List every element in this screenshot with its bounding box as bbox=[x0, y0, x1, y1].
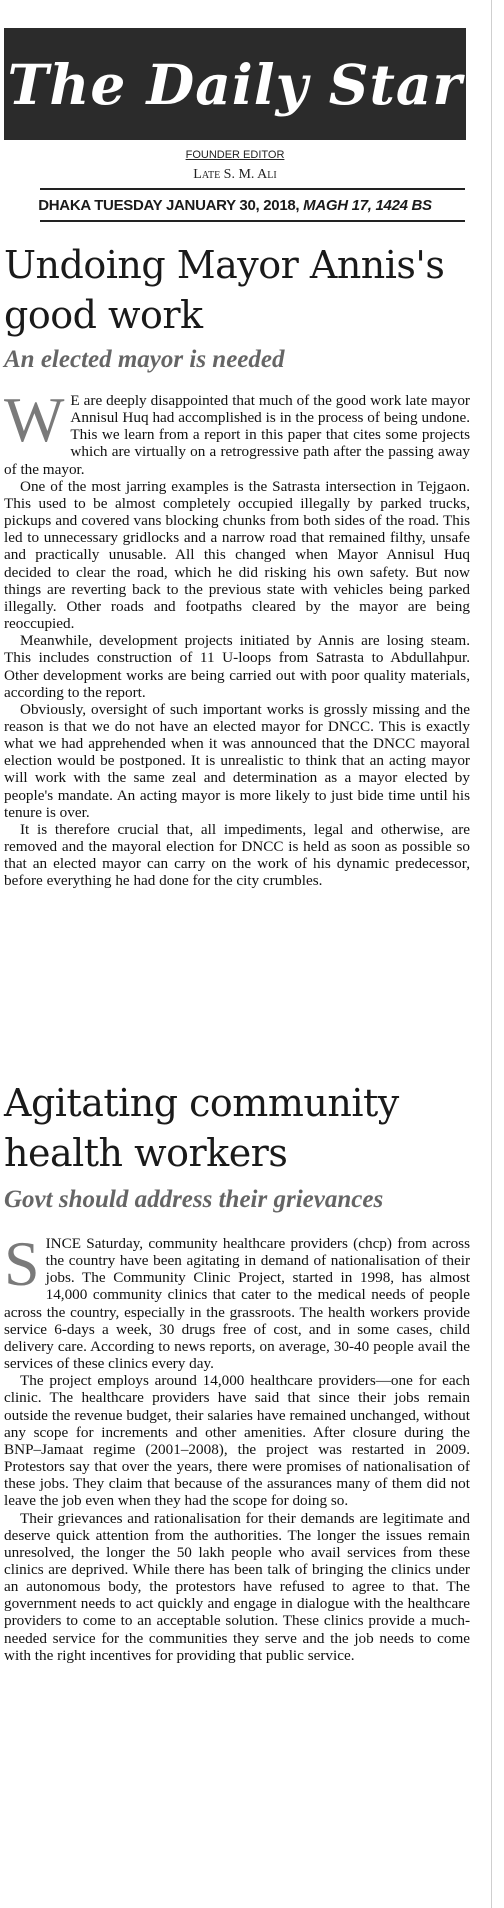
editorial-1-paragraph-4: Obviously, oversight of such important works is grossly missing and the reason is that we do not have an elected mayor for DNCC. This is exactly what we had apprehended when it was announced that the DNCC mayoral election would be postponed. It is unrealistic to think that an acting mayor will work with the same zeal and determination as a mayor elected by people's mandate. An acting mayor is more likely to just bide time until his tenure is over. bbox=[4, 700, 470, 821]
editorial-2-subhead: Govt should address their grievances bbox=[4, 1186, 384, 1213]
editorial-2-paragraph-3: Their grievances and rationalisation for their demands are legitimate and deserve quick attention from the authorities. The longer the issues remain unresolved, the longer the 50 lakh people who avail services from these clinics are deprived. While there has been talk of bringing the clinics under an autonomous body, the protestors have refused to agree to that. The government needs to act quickly and engage in dialogue with the healthcare providers to come to an acceptable solution. These clinics provide a much-needed service for the communities they serve and the job needs to come with the right incentives for providing that public service. bbox=[4, 1509, 470, 1664]
column-divider bbox=[491, 0, 492, 1908]
dateline-top-rule bbox=[40, 188, 465, 190]
dateline-bottom-rule bbox=[40, 220, 465, 222]
editorial-1-subhead: An elected mayor is needed bbox=[4, 346, 285, 373]
editorial-2-body bbox=[4, 1228, 470, 1664]
dateline-date: DHAKA TUESDAY JANUARY 30, 2018, bbox=[38, 197, 300, 214]
founder-label: FOUNDER EDITOR bbox=[185, 149, 285, 161]
editorial-1-paragraph-3: Meanwhile, development projects initiated by Annis are losing steam. This includes construction of 11 U-loops from Satrasta to Abdullahpur. Other development works are being carried out with poor quality materials, according to the report. bbox=[4, 632, 470, 701]
editorial-1-paragraph-2: One of the most jarring examples is the Satrasta intersection in Tejgaon. This used to be almost completely occupied illegally by parked trucks, pickups and covered vans blocking chunks from both sides of the road. This led to unnecessary gridlocks and a narrow road that remained filthy, unsafe and practically unusable. All this changed when Mayor Annisul Huq decided to clear the road, which he did risking his own safety. But now things are reverting back to the previous state with vehicles being parked illegally. Other roads and footpaths cleared by the mayor are being reoccupied. bbox=[4, 477, 470, 633]
editorial-2-paragraph-1: SINCE Saturday, community healthcare providers (chcp) from across the country have been agitating in demand of nationalisation of their jobs. The Community Clinic Project, started in 1998, has almost 14,000 community clinics that cater to the medical needs of people across the country, especially in the grassroots. The health workers provide service 6-days a week, 30 drugs free of cost, and in some cases, child delivery care. According to news reports, on average, 30-40 people avail the services of these clinics every day. bbox=[4, 1228, 470, 1373]
editorial-1-paragraph-5: It is therefore crucial that, all impediments, legal and otherwise, are removed and the mayoral election for DNCC is held as soon as possible so that an elected mayor can carry on the work of his dynamic predecessor, before everything he had done for the city crumbles. bbox=[4, 820, 470, 890]
editorial-1-body bbox=[4, 384, 470, 890]
dropcap: W bbox=[4, 384, 65, 455]
masthead bbox=[4, 28, 466, 140]
dropcap: S bbox=[4, 1228, 40, 1299]
masthead-title: The Daily Star bbox=[7, 51, 463, 117]
editorial-1-headline: Undoing Mayor Annis's good work bbox=[4, 243, 445, 337]
dateline bbox=[0, 197, 470, 214]
editorial-1-paragraph-1: W E are deeply disappointed that much of the good work late mayor Annisul Huq had accomplished is in the process of being undone. This we learn from a report in this paper that cites some projects which are virtually on a retrogressive path after the passing away of the mayor. bbox=[4, 384, 470, 478]
founder-name: Late S. M. Ali bbox=[193, 167, 277, 182]
editorial-2-paragraph-2: The project employs around 14,000 healthcare providers—one for each clinic. The healthcare providers have said that since their jobs remain outside the revenue budget, their salaries have remained unchanged, without any scope for increments and other amenities. After closure during the BNP–Jamaat regime (2001–2008), the project was restarted in 2009. Protestors say that over the years, there were promises of nationalisation of these jobs. They claim that because of the assurances many of them did not leave the job even when they had the scope for doing so. bbox=[4, 1372, 470, 1510]
dateline-bengali-date: MAGH 17, 1424 BS bbox=[303, 197, 432, 214]
editorial-2-headline: Agitating community health workers bbox=[4, 1081, 399, 1175]
